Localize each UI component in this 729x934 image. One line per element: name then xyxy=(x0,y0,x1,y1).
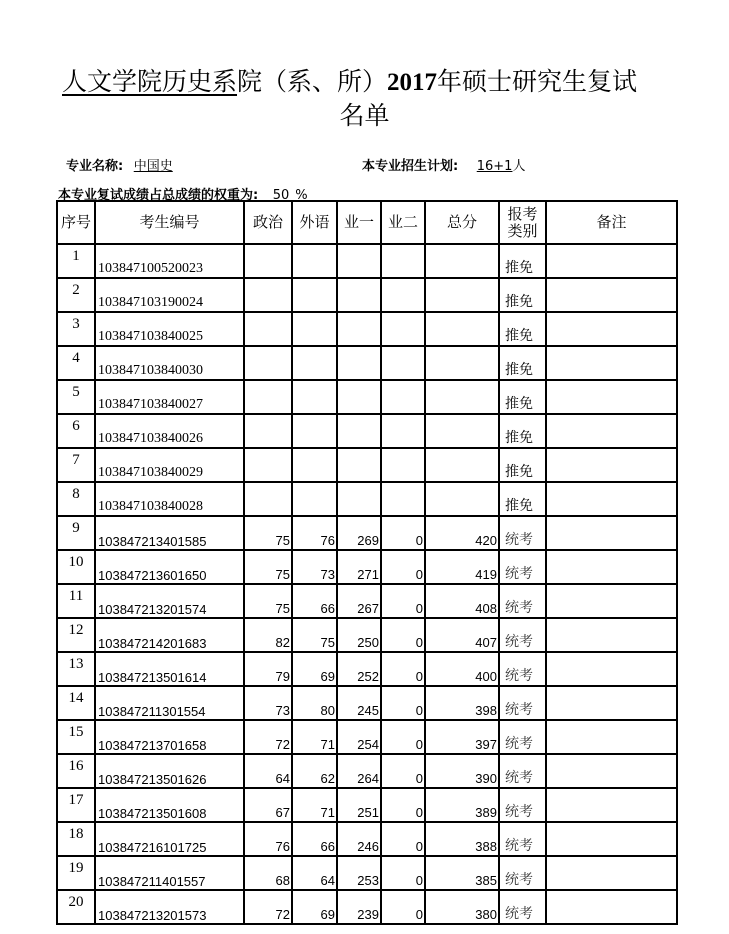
score-politics: 75 xyxy=(244,584,292,618)
score-language: 66 xyxy=(292,822,337,856)
row-seq: 16 xyxy=(57,754,95,788)
header-category: 报考 类别 xyxy=(499,201,546,244)
score-total: 389 xyxy=(425,788,499,822)
score-total xyxy=(425,448,499,482)
score-major1 xyxy=(337,414,381,448)
candidate-id: 103847103190024 xyxy=(95,278,244,312)
table-row xyxy=(57,278,677,312)
score-major2: 0 xyxy=(381,516,425,550)
table-row xyxy=(57,754,677,788)
exam-category: 推免 xyxy=(499,448,546,482)
note xyxy=(546,754,677,788)
table-row xyxy=(57,550,677,584)
row-seq: 3 xyxy=(57,312,95,346)
score-language xyxy=(292,312,337,346)
table-row xyxy=(57,856,677,890)
score-politics: 64 xyxy=(244,754,292,788)
candidate-id: 103847213601650 xyxy=(95,550,244,584)
row-seq: 15 xyxy=(57,720,95,754)
candidate-id: 103847213401585 xyxy=(95,516,244,550)
score-language xyxy=(292,380,337,414)
note xyxy=(546,822,677,856)
score-major1: 254 xyxy=(337,720,381,754)
header-politics: 政治 xyxy=(244,201,292,244)
table-row xyxy=(57,244,677,278)
score-major1 xyxy=(337,312,381,346)
major-field xyxy=(66,155,220,174)
score-total: 407 xyxy=(425,618,499,652)
score-language: 71 xyxy=(292,720,337,754)
exam-category: 统考 xyxy=(499,856,546,890)
score-major1 xyxy=(337,448,381,482)
candidate-id: 103847103840026 xyxy=(95,414,244,448)
score-major1 xyxy=(337,482,381,516)
score-total: 408 xyxy=(425,584,499,618)
score-total xyxy=(425,346,499,380)
score-politics: 72 xyxy=(244,720,292,754)
score-language: 66 xyxy=(292,584,337,618)
score-politics: 82 xyxy=(244,618,292,652)
table-row xyxy=(57,312,677,346)
enrollment-plan-field xyxy=(362,155,525,174)
score-major1 xyxy=(337,278,381,312)
score-total xyxy=(425,380,499,414)
exam-category: 统考 xyxy=(499,822,546,856)
header-total: 总分 xyxy=(425,201,499,244)
score-politics: 67 xyxy=(244,788,292,822)
row-seq: 19 xyxy=(57,856,95,890)
score-total xyxy=(425,482,499,516)
score-total: 397 xyxy=(425,720,499,754)
exam-category: 统考 xyxy=(499,754,546,788)
weight-value: 50 xyxy=(272,188,290,203)
score-major1: 246 xyxy=(337,822,381,856)
note xyxy=(546,686,677,720)
score-language xyxy=(292,448,337,482)
row-seq: 10 xyxy=(57,550,95,584)
plan-value: 16+1 xyxy=(476,159,513,174)
table-row xyxy=(57,380,677,414)
note xyxy=(546,550,677,584)
score-language: 75 xyxy=(292,618,337,652)
score-politics: 73 xyxy=(244,686,292,720)
score-major2 xyxy=(381,346,425,380)
table-row xyxy=(57,448,677,482)
exam-category: 统考 xyxy=(499,618,546,652)
note xyxy=(546,516,677,550)
score-major2 xyxy=(381,448,425,482)
score-politics xyxy=(244,278,292,312)
exam-category: 推免 xyxy=(499,414,546,448)
candidate-id: 103847103840025 xyxy=(95,312,244,346)
exam-category: 推免 xyxy=(499,482,546,516)
score-politics: 72 xyxy=(244,890,292,924)
score-major2: 0 xyxy=(381,550,425,584)
score-politics: 75 xyxy=(244,516,292,550)
row-seq: 1 xyxy=(57,244,95,278)
row-seq: 2 xyxy=(57,278,95,312)
exam-category: 推免 xyxy=(499,346,546,380)
candidate-id: 103847213201574 xyxy=(95,584,244,618)
candidate-id: 103847213201573 xyxy=(95,890,244,924)
candidate-id: 103847213501626 xyxy=(95,754,244,788)
candidate-id: 103847103840029 xyxy=(95,448,244,482)
table-row xyxy=(57,686,677,720)
header-major2: 业二 xyxy=(381,201,425,244)
row-seq: 7 xyxy=(57,448,95,482)
exam-category: 统考 xyxy=(499,516,546,550)
score-politics xyxy=(244,448,292,482)
note xyxy=(546,482,677,516)
table-row xyxy=(57,482,677,516)
row-seq: 20 xyxy=(57,890,95,924)
table-row xyxy=(57,822,677,856)
score-language xyxy=(292,278,337,312)
score-total: 400 xyxy=(425,652,499,686)
score-major1: 269 xyxy=(337,516,381,550)
table-body xyxy=(57,244,677,924)
candidate-id: 103847211301554 xyxy=(95,686,244,720)
score-language: 73 xyxy=(292,550,337,584)
candidate-table xyxy=(56,200,678,925)
exam-category: 推免 xyxy=(499,278,546,312)
candidate-id: 103847103840030 xyxy=(95,346,244,380)
score-language: 76 xyxy=(292,516,337,550)
row-seq: 14 xyxy=(57,686,95,720)
major-value: 中国史 xyxy=(133,159,173,174)
score-language xyxy=(292,482,337,516)
score-major2: 0 xyxy=(381,754,425,788)
weight-label: 本专业复试成绩占总成绩的权重为: xyxy=(58,188,259,203)
exam-category: 推免 xyxy=(499,380,546,414)
header-seq: 序号 xyxy=(57,201,95,244)
table-row xyxy=(57,516,677,550)
score-language: 69 xyxy=(292,890,337,924)
table-header-row xyxy=(57,201,677,244)
major-label: 专业名称: xyxy=(66,159,124,174)
note xyxy=(546,652,677,686)
score-language xyxy=(292,244,337,278)
candidate-id: 103847213701658 xyxy=(95,720,244,754)
score-major1 xyxy=(337,380,381,414)
score-politics xyxy=(244,312,292,346)
table-row xyxy=(57,788,677,822)
score-total: 420 xyxy=(425,516,499,550)
row-seq: 9 xyxy=(57,516,95,550)
table-row xyxy=(57,618,677,652)
note xyxy=(546,278,677,312)
weight-unit: % xyxy=(295,188,308,203)
score-total: 385 xyxy=(425,856,499,890)
score-politics xyxy=(244,346,292,380)
plan-unit: 人 xyxy=(512,159,526,174)
score-major1: 251 xyxy=(337,788,381,822)
note xyxy=(546,890,677,924)
note xyxy=(546,618,677,652)
score-language xyxy=(292,346,337,380)
candidate-id: 103847103840028 xyxy=(95,482,244,516)
row-seq: 11 xyxy=(57,584,95,618)
title-year: 2017 xyxy=(387,69,438,96)
note xyxy=(546,448,677,482)
candidate-id: 103847213501608 xyxy=(95,788,244,822)
table-row xyxy=(57,720,677,754)
score-total xyxy=(425,244,499,278)
table-row xyxy=(57,652,677,686)
candidate-id: 103847103840027 xyxy=(95,380,244,414)
score-major2 xyxy=(381,414,425,448)
header-id: 考生编号 xyxy=(95,201,244,244)
score-major2 xyxy=(381,312,425,346)
table-row xyxy=(57,414,677,448)
score-major2: 0 xyxy=(381,890,425,924)
candidate-id: 103847211401557 xyxy=(95,856,244,890)
score-total: 419 xyxy=(425,550,499,584)
note xyxy=(546,244,677,278)
score-language: 80 xyxy=(292,686,337,720)
note xyxy=(546,584,677,618)
title-part-a: 院（系、所） xyxy=(237,67,388,96)
exam-category: 推免 xyxy=(499,312,546,346)
score-major2: 0 xyxy=(381,618,425,652)
score-major2 xyxy=(381,278,425,312)
candidate-id: 103847216101725 xyxy=(95,822,244,856)
score-major2: 0 xyxy=(381,788,425,822)
table-row xyxy=(57,890,677,924)
exam-category: 统考 xyxy=(499,550,546,584)
candidate-id: 103847100520023 xyxy=(95,244,244,278)
note xyxy=(546,380,677,414)
exam-category: 统考 xyxy=(499,788,546,822)
header-language: 外语 xyxy=(292,201,337,244)
score-politics: 68 xyxy=(244,856,292,890)
score-major2: 0 xyxy=(381,822,425,856)
note xyxy=(546,312,677,346)
score-politics xyxy=(244,414,292,448)
note xyxy=(546,720,677,754)
table-row xyxy=(57,346,677,380)
score-politics: 75 xyxy=(244,550,292,584)
row-seq: 8 xyxy=(57,482,95,516)
score-major1: 267 xyxy=(337,584,381,618)
score-politics xyxy=(244,482,292,516)
header-major1: 业一 xyxy=(337,201,381,244)
score-politics xyxy=(244,380,292,414)
score-major1: 253 xyxy=(337,856,381,890)
score-total: 380 xyxy=(425,890,499,924)
table-row xyxy=(57,584,677,618)
candidate-id: 103847214201683 xyxy=(95,618,244,652)
plan-label: 本专业招生计划: xyxy=(362,159,459,174)
row-seq: 5 xyxy=(57,380,95,414)
score-total xyxy=(425,312,499,346)
title-department: 人文学院历史系 xyxy=(62,67,238,96)
score-major1: 239 xyxy=(337,890,381,924)
exam-category: 统考 xyxy=(499,890,546,924)
note xyxy=(546,414,677,448)
score-major1: 250 xyxy=(337,618,381,652)
note xyxy=(546,788,677,822)
score-language xyxy=(292,414,337,448)
score-language: 64 xyxy=(292,856,337,890)
candidate-id: 103847213501614 xyxy=(95,652,244,686)
header-note: 备注 xyxy=(546,201,677,244)
score-major2 xyxy=(381,244,425,278)
score-major1: 271 xyxy=(337,550,381,584)
row-seq: 13 xyxy=(57,652,95,686)
score-major2 xyxy=(381,380,425,414)
score-major2: 0 xyxy=(381,856,425,890)
score-major2: 0 xyxy=(381,584,425,618)
score-total xyxy=(425,278,499,312)
document-title-line2: 名单 xyxy=(339,101,390,130)
score-total xyxy=(425,414,499,448)
score-language: 62 xyxy=(292,754,337,788)
row-seq: 6 xyxy=(57,414,95,448)
exam-category: 推免 xyxy=(499,244,546,278)
title-part-b: 年硕士研究生复试 xyxy=(437,67,638,96)
score-total: 398 xyxy=(425,686,499,720)
score-major1: 245 xyxy=(337,686,381,720)
note xyxy=(546,346,677,380)
score-total: 390 xyxy=(425,754,499,788)
score-language: 71 xyxy=(292,788,337,822)
score-language: 69 xyxy=(292,652,337,686)
row-seq: 17 xyxy=(57,788,95,822)
score-major1: 264 xyxy=(337,754,381,788)
document-title xyxy=(62,62,682,98)
exam-category: 统考 xyxy=(499,584,546,618)
exam-category: 统考 xyxy=(499,652,546,686)
score-total: 388 xyxy=(425,822,499,856)
score-major2 xyxy=(381,482,425,516)
score-major2: 0 xyxy=(381,652,425,686)
row-seq: 4 xyxy=(57,346,95,380)
score-major1 xyxy=(337,346,381,380)
note xyxy=(546,856,677,890)
row-seq: 18 xyxy=(57,822,95,856)
exam-category: 统考 xyxy=(499,686,546,720)
exam-category: 统考 xyxy=(499,720,546,754)
score-major2: 0 xyxy=(381,686,425,720)
score-politics: 79 xyxy=(244,652,292,686)
score-politics: 76 xyxy=(244,822,292,856)
score-politics xyxy=(244,244,292,278)
row-seq: 12 xyxy=(57,618,95,652)
score-major1 xyxy=(337,244,381,278)
score-major1: 252 xyxy=(337,652,381,686)
score-major2: 0 xyxy=(381,720,425,754)
